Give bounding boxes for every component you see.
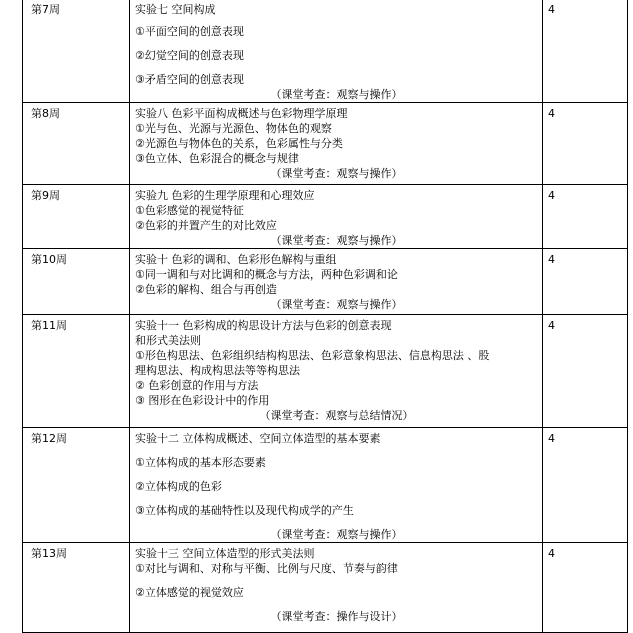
content-item: ② 色彩创意的作用与方法 — [135, 379, 259, 392]
content-item: ②色彩的并置产生的对比效应 — [135, 219, 277, 232]
hours-cell: 4 — [543, 543, 628, 633]
content-cell — [130, 315, 543, 428]
assessment-note: （课堂考查：观察与操作） — [270, 528, 403, 541]
assessment-note: （课堂考查：观察与操作） — [270, 167, 403, 180]
table-row — [23, 543, 628, 633]
content-cell — [130, 185, 543, 249]
content-item: ②幻觉空间的创意表现 — [135, 49, 244, 62]
content-item: ②立体构成的色彩 — [135, 480, 222, 493]
assessment-note: （课堂考查：观察与操作） — [270, 298, 403, 311]
week-cell: 第8周 — [23, 103, 130, 185]
hours-cell: 4 — [543, 315, 628, 428]
content-item: ③立体构成的基础特性以及现代构成学的产生 — [135, 504, 354, 517]
table-row — [23, 103, 628, 185]
experiment-title: 实验十三 空间立体造型的形式美法则 — [135, 547, 315, 560]
week-cell: 第10周 — [23, 249, 130, 315]
assessment-note: （课堂考查：观察与操作） — [270, 234, 403, 247]
content-item: ①色彩感觉的视觉特征 — [135, 204, 244, 217]
table-row — [23, 0, 628, 103]
table-row — [23, 315, 628, 428]
week-cell: 第7周 — [23, 0, 130, 103]
assessment-note: （课堂考查：观察与操作） — [270, 88, 403, 101]
assessment-note: （课堂考查：操作与设计） — [270, 610, 403, 623]
week-cell: 第12周 — [23, 428, 130, 543]
content-item: ②光源色与物体色的关系，色彩属性与分类 — [135, 137, 343, 150]
content-cell — [130, 428, 543, 543]
content-cell — [130, 0, 543, 103]
content-cell — [130, 103, 543, 185]
content-cell — [130, 543, 543, 633]
content-item: ③ 图形在色彩设计中的作用 — [135, 394, 270, 407]
assessment-note: （课堂考查：观察与总结情况） — [259, 409, 414, 422]
experiment-title-continued: 和形式美法则 — [135, 334, 201, 347]
hours-cell: 4 — [543, 103, 628, 185]
content-item: ③矛盾空间的创意表现 — [135, 73, 244, 86]
hours-cell: 4 — [543, 185, 628, 249]
syllabus-table — [22, 0, 628, 633]
experiment-title: 实验七 空间构成 — [135, 3, 216, 16]
content-item: ①立体构成的基本形态要素 — [135, 456, 266, 469]
table-row — [23, 185, 628, 249]
experiment-title: 实验九 色彩的生理学原理和心理效应 — [135, 189, 315, 202]
content-item: ②色彩的解构、组合与再创造 — [135, 283, 277, 296]
hours-cell: 4 — [543, 0, 628, 103]
content-item: ①形色构思法、色彩组织结构构思法、色彩意象构思法、信息构思法 、股 — [135, 349, 490, 362]
week-cell: 第13周 — [23, 543, 130, 633]
hours-cell: 4 — [543, 428, 628, 543]
experiment-title: 实验十一 色彩构成的构思设计方法与色彩的创意表现 — [135, 319, 392, 332]
experiment-title: 实验八 色彩平面构成概述与色彩物理学原理 — [135, 107, 348, 120]
week-cell: 第9周 — [23, 185, 130, 249]
content-item: 理构思法、构成构思法等等构思法 — [135, 364, 300, 377]
content-item: ②立体感觉的视觉效应 — [135, 586, 244, 599]
content-item: ①光与色、光源与光源色、物体色的观察 — [135, 122, 332, 135]
content-item: ①平面空间的创意表现 — [135, 25, 244, 38]
experiment-title: 实验十 色彩的调和、色彩形色解构与重组 — [135, 253, 337, 266]
week-cell: 第11周 — [23, 315, 130, 428]
content-item: ①同一调和与对比调和的概念与方法，两种色彩调和论 — [135, 268, 398, 281]
table-row — [23, 249, 628, 315]
experiment-title: 实验十二 立体构成概述、空间立体造型的基本要素 — [135, 432, 381, 445]
content-item: ③色立体、色彩混合的概念与规律 — [135, 152, 299, 165]
hours-cell: 4 — [543, 249, 628, 315]
table-row — [23, 428, 628, 543]
content-item: ①对比与调和、对称与平衡、比例与尺度、节奏与韵律 — [135, 562, 398, 575]
content-cell — [130, 249, 543, 315]
